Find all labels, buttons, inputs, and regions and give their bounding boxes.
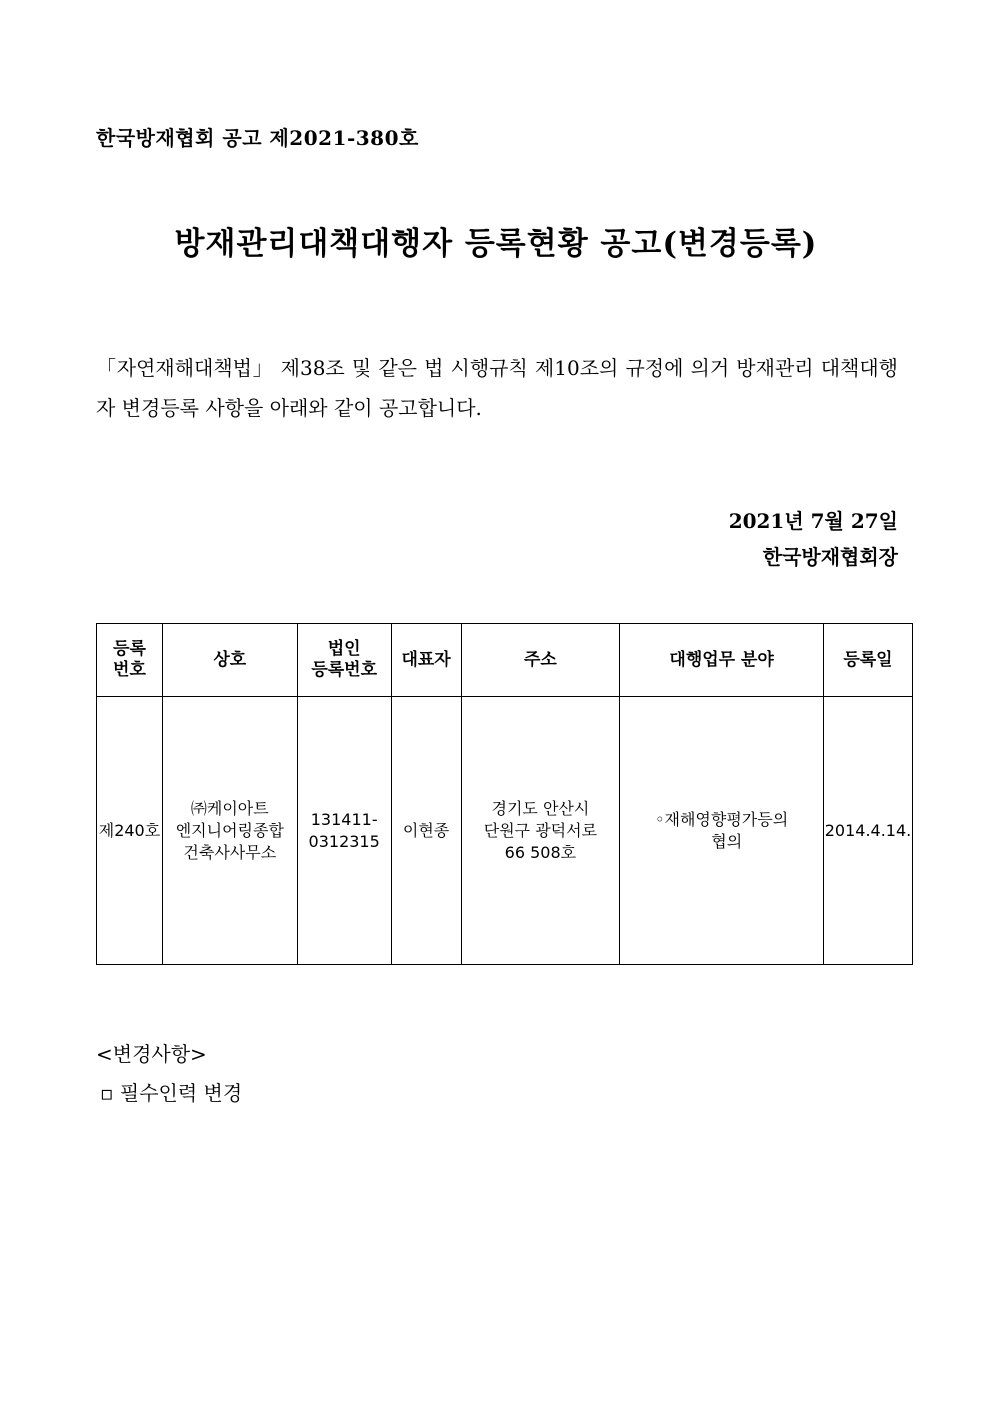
notice-number: 한국방재협회 공고 제2021-380호 <box>96 126 419 150</box>
header-address: 주소 <box>461 624 620 697</box>
header-corp-no: 법인 등록번호 <box>297 624 391 697</box>
registration-table <box>96 623 913 965</box>
notice-date: 2021년 7월 27일 <box>728 509 898 533</box>
cell-reg-date: 2014.4.14. <box>823 697 912 965</box>
cell-address: 경기도 안산시 단원구 광덕서로 66 508호 <box>461 697 620 965</box>
header-reg-date: 등록일 <box>823 624 912 697</box>
cell-field: ◦재해영향평가등의 협의 <box>620 697 824 965</box>
body-paragraph: 「자연재해대책법」 제38조 및 같은 법 시행규칙 제10조의 규정에 의거 방재관리 대책대행자 변경등록 사항을 아래와 같이 공고합니다. <box>96 356 898 420</box>
cell-reg-no: 제240호 <box>97 697 163 965</box>
document-title: 방재관리대책대행자 등록현황 공고(변경등록) <box>174 226 818 262</box>
table-header-row <box>97 624 913 697</box>
cell-company: ㈜케이아트 엔지니어링종합 건축사사무소 <box>162 697 297 965</box>
table-row <box>97 697 913 965</box>
change-item: ▫ 필수인력 변경 <box>100 1081 243 1105</box>
cell-representative: 이현종 <box>391 697 461 965</box>
header-company: 상호 <box>162 624 297 697</box>
header-representative: 대표자 <box>391 624 461 697</box>
header-field: 대행업무 분야 <box>620 624 824 697</box>
issuer-name: 한국방재협회장 <box>762 545 898 569</box>
changes-title: <변경사항> <box>96 1042 207 1066</box>
cell-corp-no: 131411- 0312315 <box>297 697 391 965</box>
header-reg-no: 등록 번호 <box>97 624 163 697</box>
